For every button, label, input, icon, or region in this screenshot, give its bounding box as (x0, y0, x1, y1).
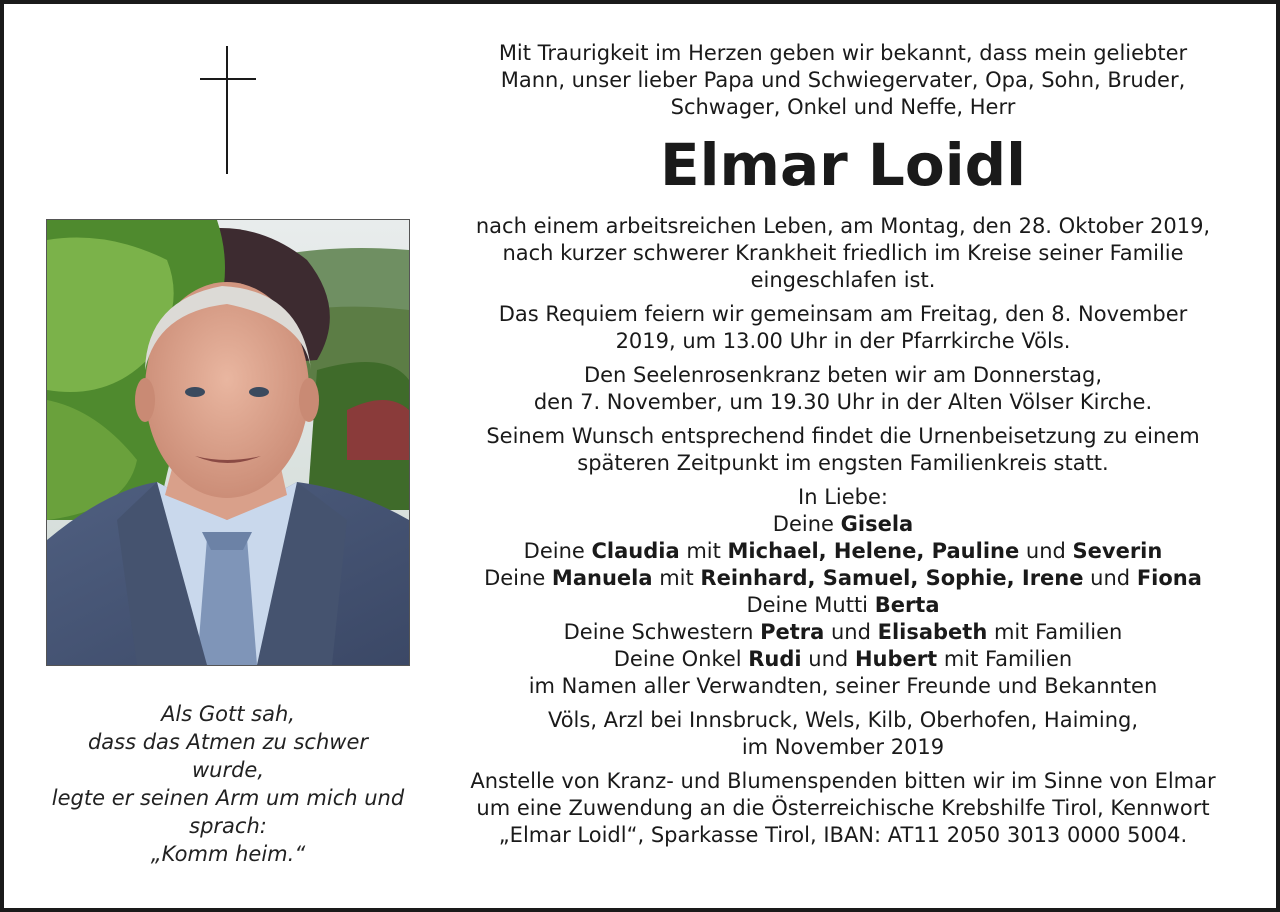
poem-line: wurde, (191, 758, 265, 782)
donation-line: um eine Zuwendung an die Österreichische Krebshilfe Tirol, Kennwort (476, 796, 1210, 820)
mourner-claudia: Deine Claudia mit Michael, Helene, Pauline und Severin (523, 539, 1163, 563)
notice-text (440, 40, 1246, 849)
intro-line: Mann, unser lieber Papa und Schwiegervater, Opa, Sohn, Bruder, (500, 68, 1186, 92)
requiem-line: Das Requiem feiern wir gemeinsam am Freitag, den 8. November (498, 302, 1188, 326)
rosary-line: Den Seelenrosenkranz beten wir am Donnerstag, (583, 363, 1103, 387)
mourner-others: im Namen aller Verwandten, seiner Freunde und Bekannten (528, 674, 1158, 698)
requiem-line: 2019, um 13.00 Uhr in der Pfarrkirche Völs. (615, 329, 1071, 353)
places-line: Völs, Arzl bei Innsbruck, Wels, Kilb, Oberhofen, Haiming, (547, 708, 1139, 732)
death-notice-line: nach kurzer schwerer Krankheit friedlich im Kreise seiner Familie (502, 241, 1184, 265)
mourner-manuela: Deine Manuela mit Reinhard, Samuel, Sophie, Irene und Fiona (484, 566, 1202, 590)
cross-icon (200, 46, 256, 174)
poem-line: dass das Atmen zu schwer (87, 730, 369, 754)
donation-line: „Elmar Loidl“, Sparkasse Tirol, IBAN: AT11 2050 3013 0000 5004. (498, 823, 1188, 847)
intro-line: Mit Traurigkeit im Herzen geben wir bekannt, dass mein geliebter (498, 41, 1188, 65)
death-notice-line: nach einem arbeitsreichen Leben, am Montag, den 28. Oktober 2019, (475, 214, 1211, 238)
portrait-photo (46, 219, 410, 666)
poem-line: Als Gott sah, (161, 702, 295, 726)
mourner-uncles: Deine Onkel Rudi und Hubert mit Familien (613, 647, 1073, 671)
poem-line: sprach: (189, 814, 267, 838)
poem-line: „Komm heim.“ (150, 842, 306, 866)
places-line: im November 2019 (741, 735, 945, 759)
rosary-line: den 7. November, um 19.30 Uhr in der Alten Völser Kirche. (533, 390, 1153, 414)
burial-line: späteren Zeitpunkt im engsten Familienkreis statt. (577, 451, 1109, 475)
donation-line: Anstelle von Kranz- und Blumenspenden bitten wir im Sinne von Elmar (470, 769, 1216, 793)
burial-line: Seinem Wunsch entsprechend findet die Urnenbeisetzung zu einem (486, 424, 1200, 448)
mourner-mother: Deine Mutti Berta (746, 593, 940, 617)
mourner-sisters: Deine Schwestern Petra und Elisabeth mit Familien (563, 620, 1123, 644)
death-notice-line: eingeschlafen ist. (750, 268, 936, 292)
mourner-wife: Deine Gisela (772, 512, 914, 536)
poem-line: legte er seinen Arm um mich und (51, 786, 405, 810)
mourners-heading: In Liebe: (798, 485, 888, 509)
intro-line: Schwager, Onkel und Neffe, Herr (670, 95, 1016, 119)
poem (36, 700, 420, 868)
deceased-name: Elmar Loidl (660, 131, 1026, 199)
